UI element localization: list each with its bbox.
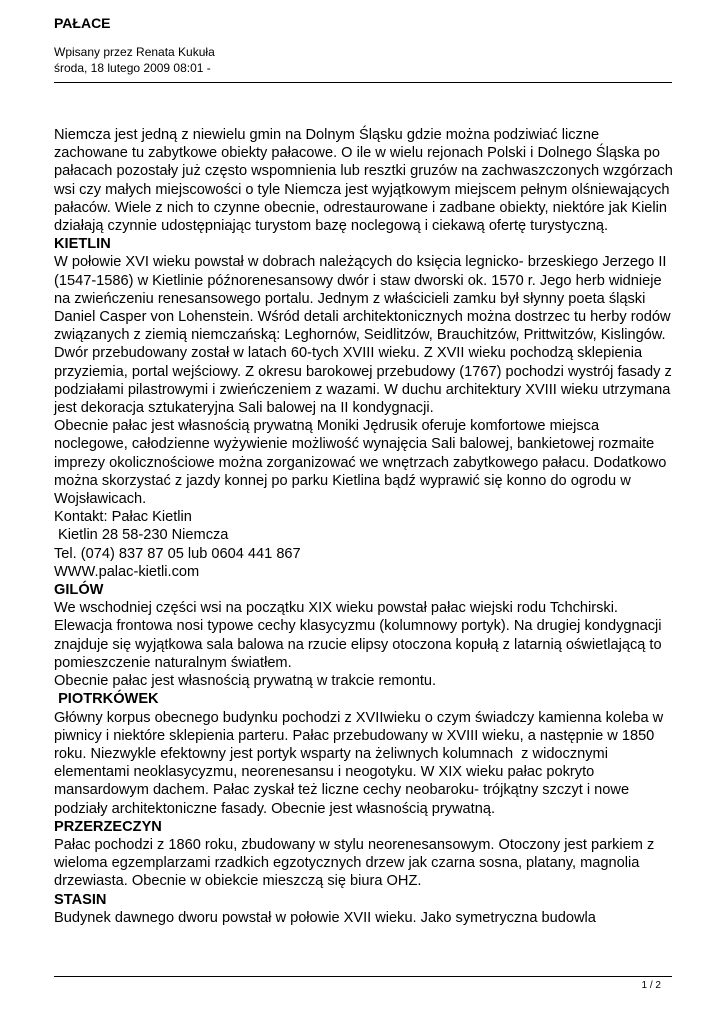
text-line: Tel. (074) 837 87 05 lub 0604 441 867 [54,545,301,562]
text-line: Obecnie pałac jest własnością prywatną w trakcie remontu. [54,673,437,690]
text-line: Niemcza jest jedną z niewielu gmin na Dolnym Śląsku gdzie można podziwiać liczne [54,127,600,143]
text-line: znajduje się wyjątkowa sala balowa na rzucie elipsy otoczona kopułą z latarnią oświetlającą to [54,636,662,653]
section-heading: PRZERZECZYN [54,818,162,835]
header-divider [54,82,672,83]
paragraph [54,126,684,235]
footer-divider [54,976,672,977]
text-line: (1547-1586) w Kietlinie późnorenesansowy dwór i staw dworski ok. 1570 r. Jego herb widnieje [54,272,662,289]
text-line: Budynek dawnego dworu powstał w połowie XVII wieku. Jako symetryczna budowla [54,909,596,926]
text-line: elementami neoklasycyzmu, neorenesansu i neogotyku. W XIX wieku pałac pokryto [54,764,595,781]
text-line: podziały architektoniczne fasady. Obecnie jest własnością prywatną. [54,800,496,817]
text-line: WWW.palac-kietli.com [54,563,200,580]
date-line: środa, 18 lutego 2009 08:01 - [54,61,211,75]
page-title: PAŁACE [54,15,111,31]
text-line: Wojsławicach. [54,491,147,508]
text-line: działają czynnie udostępniając turystom bazę noclegową i ciekawą ofertę turystyczną. [54,218,609,235]
text-line: pomieszczenie naturalnym światłem. [54,654,292,671]
text-line: Pałac pochodzi z 1860 roku, zbudowany w stylu neorenesansowym. Otoczony jest parkiem z [54,836,655,853]
text-line: pałaców. Wiele z nich to czynne obecnie, odrestaurowane i zadbane obiekty, niektóre jak Kielin [54,199,668,216]
text-line: Daniel Casper von Lohenstein. Wśród detali architektonicznych można dostrzec tu herby rodów [54,309,671,326]
text-line: imprezy okolicznościowe można zorganizować we wnętrzach zabytkowego pałacu. Dodatkowo [54,454,667,471]
text-line: Kietlin 28 58-230 Niemcza [54,527,229,544]
article-meta [54,44,672,76]
section-heading: KIETLIN [54,236,111,253]
paragraph [54,253,684,581]
text-line: na zwieńczeniu renesansowego portalu. Jednym z właścicieli zamku był słynny poeta śląski [54,290,646,307]
text-line: W połowie XVI wieku powstał w dobrach należących do księcia legnicko- brzeskiego Jerzego II [54,254,667,271]
text-line: piwnicy i niektóre sklepienia parteru. Pałac przebudowany w XVIII wieku, a następnie w 1850 [54,727,655,744]
section-heading: PIOTRKÓWEK [54,691,159,708]
text-line: noclegowe, całodzienne wyżywienie możliwość wynajęcia Sali balowej, bankietowej rozmaite [54,436,655,453]
text-line: mansardowym dachem. Pałac zyskał też liczne cechy neobaroku- trójkątny szczyt i nowe [54,782,630,799]
text-line: We wschodniej części wsi na początku XIX wieku powstał pałac wiejski rodu Tchchirski. [54,600,618,617]
text-line: Obecnie pałac jest własnością prywatną Moniki Jędrusik oferuje komfortowe miejsca [54,418,600,435]
section-heading: GILÓW [54,582,104,599]
text-line: można skorzystać z jazdy konnej po parku Kietlina bądź wyprawić się konno do ogrodu w [54,472,631,489]
text-line: Dwór przebudowany został w latach 60-tych XVIII wieku. Z XVII wieku pochodzą sklepienia [54,345,643,362]
text-line: roku. Niezwykle efektowny jest portyk wsparty na żeliwnych kolumnach z widocznymi [54,745,608,762]
text-line: zachowane tu zabytkowe obiekty pałacowe. O ile w wielu rejonach Polski i Dolnego Śląska po [54,145,660,162]
text-line: Główny korpus obecnego budynku pochodzi z XVIIwieku o czym świadczy kamienna koleba w [54,709,664,726]
text-line: przyziemia, portal wejściowy. Z okresu barokowej przebudowy (1767) pochodzi wystrój fasady z [54,363,672,380]
text-line: jest dekoracja sztukateryjna Sali balowej na II kondygnacji. [54,400,434,417]
paragraph [54,836,684,891]
text-line: wieloma egzemplarzami rzadkich egzotycznych drzew jak czarna sosna, platany, magnolia [54,855,640,872]
text-line: wsi czy małych miejscowości o tyle Niemcza jest wyjątkowym miejscem pełnym olśniewających [54,181,670,198]
author-line: Wpisany przez Renata Kukuła [54,45,215,59]
text-line: pałacach pozostały już często wspomnienia lub resztki gruzów na zachwaszczonych wzgórzach [54,163,673,180]
paragraph [54,599,684,690]
article-body [54,126,684,927]
text-line: drzewiasta. Obecnie w obiekcie mieszczą się biura OHZ. [54,873,422,890]
page-number: 1 / 2 [641,980,661,991]
text-line: Kontakt: Pałac Kietlin [54,509,192,526]
text-line: związanych z ziemią niemczańską: Leghornów, Seidlitzów, Brauchitzów, Prittwitzów, Kislingów. [54,327,666,344]
paragraph [54,709,684,818]
text-line: podziałami pilastrowymi i zwieńczeniem z wazami. W duchu architektury XVIII wieku utrzymana [54,381,671,398]
page-header [54,14,672,76]
paragraph [54,909,684,927]
text-line: Elewacja frontowa nosi typowe cechy klasycyzmu (kolumnowy portyk). Na drugiej kondygnacji [54,618,662,635]
section-heading: STASIN [54,891,107,908]
